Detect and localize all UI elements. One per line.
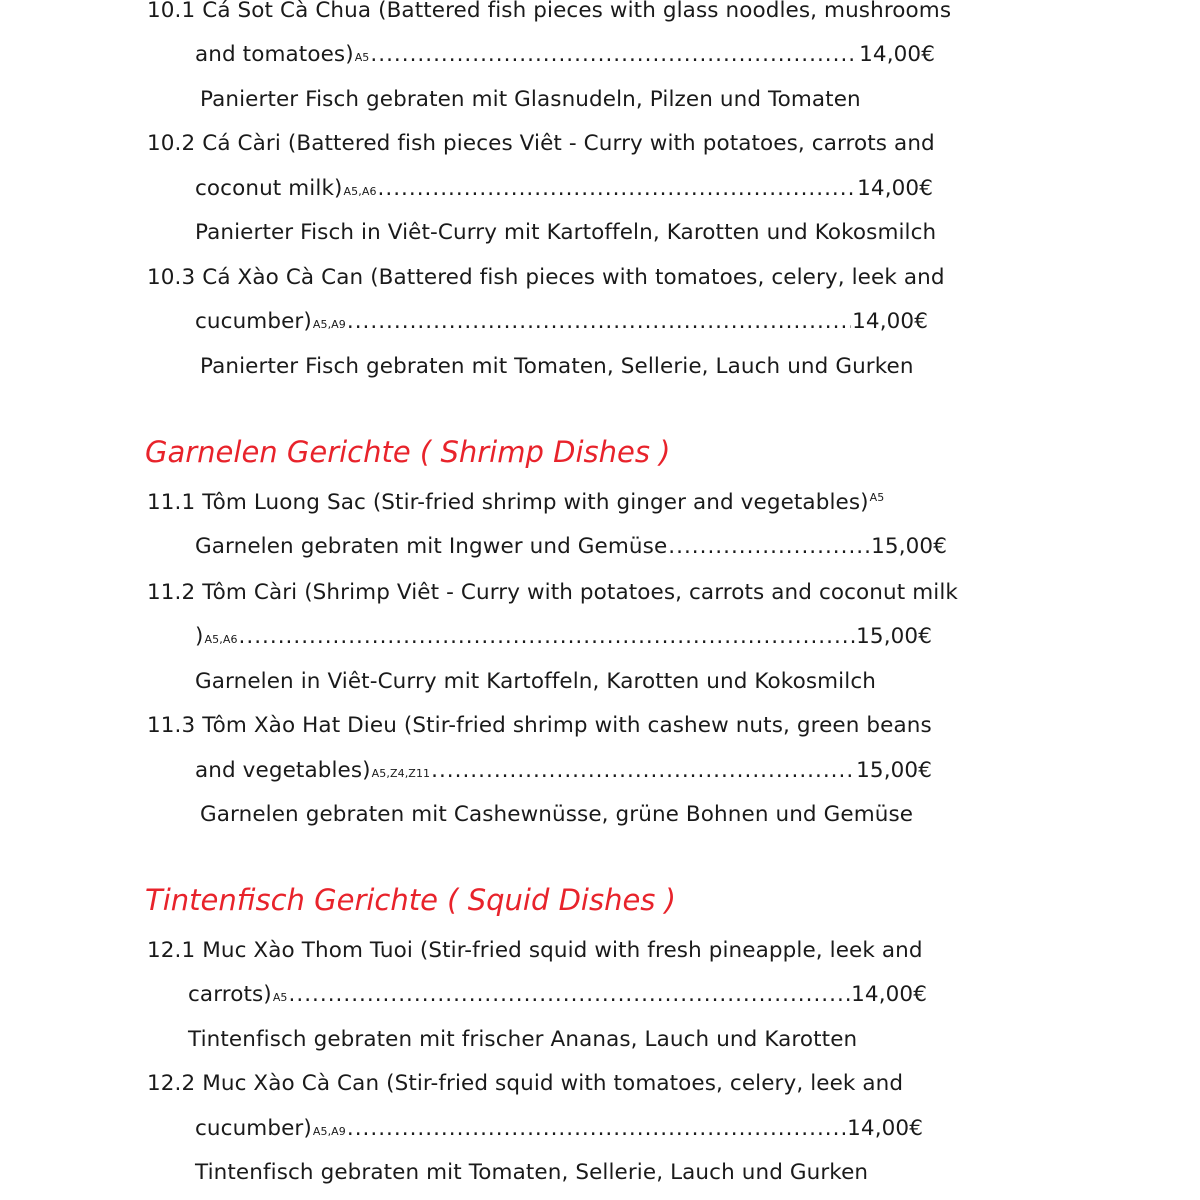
item-title-line: [147, 488, 884, 518]
item-title: 11.1 Tôm Luong Sac (Stir-fried shrimp with ginger and vegetables): [147, 490, 869, 515]
item-price-line: coconut milk) A5,A6 ..... 14,00€: [195, 174, 933, 204]
item-title-cont: and tomatoes): [195, 42, 354, 67]
item-price-line: cucumber) A5,A9 ..... 14,00€: [195, 1114, 923, 1144]
item-title-cont: and vegetables): [195, 758, 371, 783]
item-title-cont: cucumber): [195, 309, 312, 334]
item-price: 14,00€: [851, 982, 927, 1007]
item-title-cont: carrots): [188, 982, 272, 1007]
section-heading-shrimp: Garnelen Gerichte ( Shrimp Dishes ): [145, 435, 671, 469]
item-title: 11.2 Tôm Càri (Shrimp Viêt - Curry with potatoes, carrots and coconut milk: [147, 580, 958, 605]
dot-leader: [668, 532, 870, 562]
item-title: 10.2 Cá Càri (Battered fish pieces Viêt - Curry with potatoes, carrots and: [147, 131, 935, 156]
item-price-line: ) A5,A6 ..... 15,00€: [195, 622, 932, 652]
item-price: 14,00€: [852, 309, 928, 334]
item-title: 12.1 Muc Xào Thom Tuoi (Stir-fried squid with fresh pineapple, leek and: [147, 938, 923, 963]
item-price: 14,00€: [859, 42, 935, 67]
item-title-cont: coconut milk): [195, 176, 343, 201]
item-price-line: [195, 532, 947, 562]
dot-leader: [289, 980, 851, 1010]
item-title: 12.2 Muc Xào Cà Can (Stir-fried squid with tomatoes, celery, leek and: [147, 1071, 904, 1096]
dot-leader: [239, 622, 856, 652]
item-german: Panierter Fisch in Viêt-Curry mit Kartoffeln, Karotten und Kokosmilch: [195, 220, 937, 245]
item-price: 15,00€: [856, 624, 932, 649]
item-title-cont: cucumber): [195, 1116, 312, 1141]
item-title: 10.3 Cá Xào Cà Can (Battered fish pieces with tomatoes, celery, leek and: [147, 265, 945, 290]
dot-leader: [347, 1114, 846, 1144]
item-price-line: and tomatoes) A5 ..... 14,00€: [195, 40, 935, 70]
item-price-line: and vegetables) A5,Z4,Z11 ..... 15,00€: [195, 756, 932, 786]
dot-leader: [431, 756, 855, 786]
item-german: Garnelen gebraten mit Cashewnüsse, grüne Bohnen und Gemüse: [200, 802, 914, 827]
item-german: Tintenfisch gebraten mit frischer Ananas, Lauch und Karotten: [188, 1027, 858, 1052]
item-title: 11.3 Tôm Xào Hat Dieu (Stir-fried shrimp with cashew nuts, green beans: [147, 713, 932, 738]
item-price: 14,00€: [847, 1116, 923, 1141]
section-heading-squid: Tintenfisch Gerichte ( Squid Dishes ): [145, 883, 676, 917]
dot-leader: [378, 174, 857, 204]
item-price-line: carrots) A5 ..... 14,00€: [188, 980, 927, 1010]
item-price: 14,00€: [857, 176, 933, 201]
allergen-codes: A5: [869, 490, 885, 504]
item-title-cont: ): [195, 624, 204, 649]
item-price-line: cucumber) A5,A9 ..... 14,00€: [195, 307, 928, 337]
item-german: Panierter Fisch gebraten mit Tomaten, Sellerie, Lauch und Gurken: [200, 354, 914, 379]
item-german: Panierter Fisch gebraten mit Glasnudeln, Pilzen und Tomaten: [200, 87, 861, 112]
dot-leader: [370, 40, 858, 70]
item-german: Garnelen gebraten mit Ingwer und Gemüse: [195, 534, 668, 559]
dot-leader: [347, 307, 851, 337]
item-german: Garnelen in Viêt-Curry mit Kartoffeln, Karotten und Kokosmilch: [195, 669, 876, 694]
item-title: 10.1 Cá Sot Cà Chua (Battered fish pieces with glass noodles, mushrooms: [147, 0, 952, 23]
item-price: 15,00€: [871, 534, 947, 559]
item-price: 15,00€: [856, 758, 932, 783]
item-german: Tintenfisch gebraten mit Tomaten, Sellerie, Lauch und Gurken: [195, 1160, 869, 1185]
